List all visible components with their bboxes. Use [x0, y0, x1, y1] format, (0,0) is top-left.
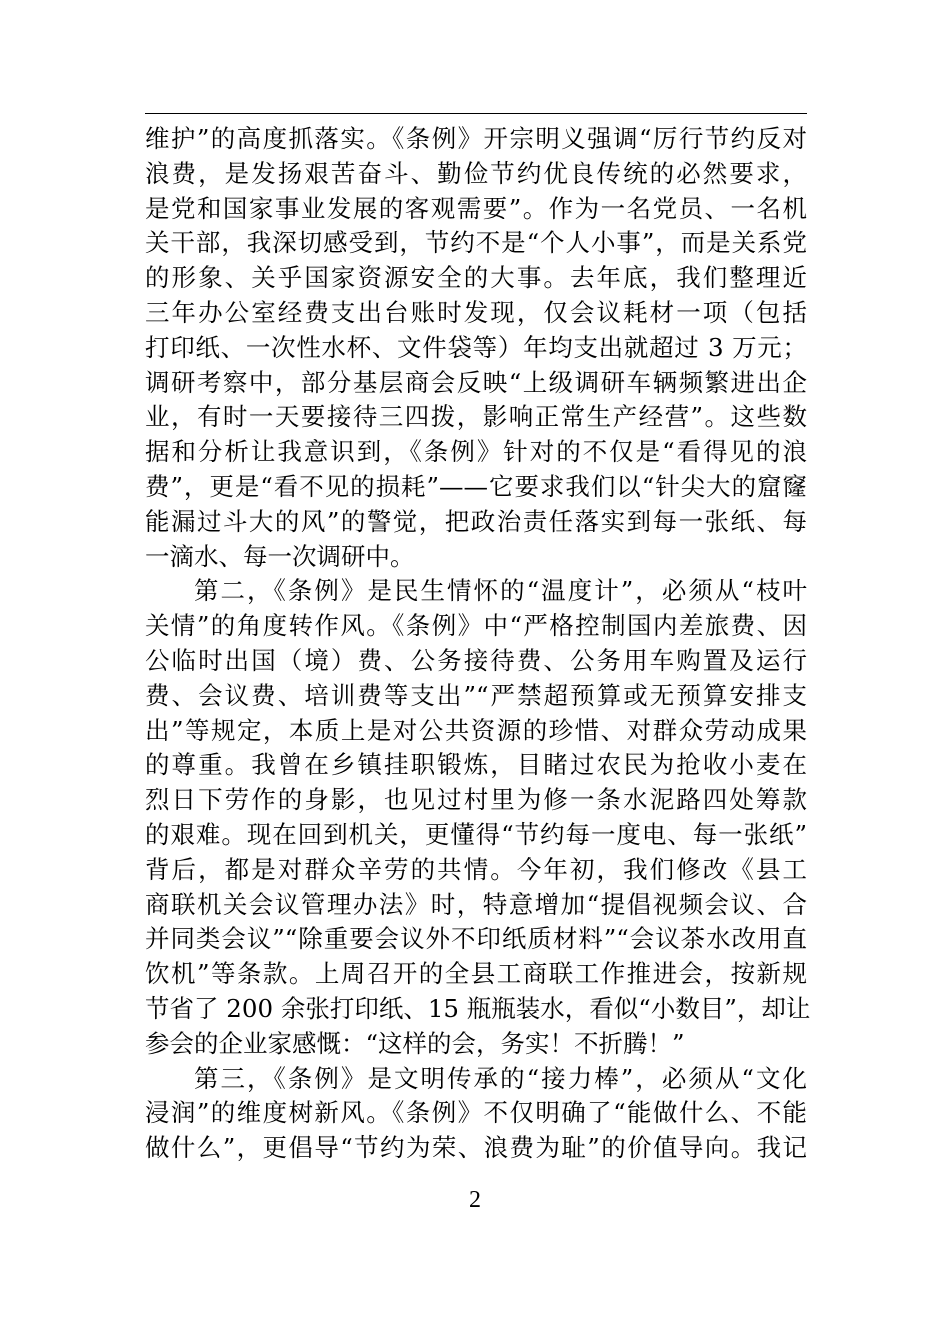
paragraph [145, 122, 807, 574]
text-line [145, 192, 807, 227]
text-line-content: 公临时出国（境）费、公务接待费、公务用车购置及运行 [145, 645, 807, 675]
text-line-content: 一滴水、每一次调研中。 [145, 541, 415, 571]
text-line [145, 818, 807, 853]
text-line [145, 1096, 807, 1131]
header-rule [145, 113, 807, 114]
text-line [145, 783, 807, 818]
text-line-content: 并同类会议”“除重要会议外不印纸质材料”“会议茶水改用直 [145, 924, 807, 954]
text-line [145, 400, 807, 435]
text-line-content: 打印纸、一次性水杯、文件袋等）年均支出就超过 3 万元； [145, 332, 807, 362]
text-line [145, 609, 807, 644]
paragraph [145, 1062, 807, 1166]
text-line [145, 540, 807, 575]
document-body [145, 122, 811, 1166]
text-line-content: 关情”的角度转作风。《条例》中“严格控制国内差旅费、因 [145, 611, 807, 641]
text-line-content: 业，有时一天要接待三四拨，影响正常生产经营”。这些数 [145, 402, 807, 432]
text-line [145, 157, 807, 192]
text-line-content: 饮机”等条款。上周召开的全县工商联工作推进会，按新规 [145, 959, 807, 989]
text-line [145, 470, 807, 505]
text-line-content: 据和分析让我意识到，《条例》针对的不仅是“看得见的浪 [145, 437, 807, 467]
text-line [145, 922, 807, 957]
text-line-content: 的艰难。现在回到机关，更懂得“节约每一度电、每一张纸” [145, 819, 807, 849]
text-line-content: 的尊重。我曾在乡镇挂职锻炼，目睹过农民为抢收小麦在 [145, 750, 807, 780]
text-line-content: 节省了 200 余张打印纸、15 瓶瓶装水，看似“小数目”，却让 [145, 993, 811, 1023]
text-line [145, 957, 807, 992]
text-line [145, 122, 807, 157]
text-line-content: 浸润”的维度树新风。《条例》不仅明确了“能做什么、不能 [145, 1098, 807, 1128]
text-line-content: 三年办公室经费支出台账时发现，仅会议耗材一项（包括 [145, 297, 807, 327]
text-line [145, 679, 807, 714]
text-line-content: 的形象、关乎国家资源安全的大事。去年底，我们整理近 [145, 263, 807, 293]
text-line-content: 能漏过斗大的风”的警觉，把政治责任落实到每一张纸、每 [145, 506, 807, 536]
text-line [145, 435, 807, 470]
text-line-content: 浪费，是发扬艰苦奋斗、勤俭节约优良传统的必然要求， [145, 158, 807, 188]
text-line [145, 261, 807, 296]
text-line [145, 574, 807, 609]
text-line-content: 费、会议费、培训费等支出”“严禁超预算或无预算安排支 [145, 680, 807, 710]
text-line-content: 烈日下劳作的身影，也见过村里为修一条水泥路四处筹款 [145, 785, 807, 815]
text-line [145, 331, 807, 366]
text-line [145, 853, 807, 888]
text-line [145, 1027, 807, 1062]
text-line-content: 费”，更是“看不见的损耗”——它要求我们以“针尖大的窟窿 [145, 471, 807, 501]
text-line-content: 第二，《条例》是民生情怀的“温度计”，必须从“枝叶 [194, 576, 807, 606]
text-line [145, 1062, 807, 1097]
text-line [145, 505, 807, 540]
text-line [145, 1131, 807, 1166]
text-line [145, 226, 807, 261]
text-line-content: 是党和国家事业发展的客观需要”。作为一名党员、一名机 [145, 193, 807, 223]
text-line [145, 888, 807, 923]
text-line [145, 644, 807, 679]
text-line-content: 背后，都是对群众辛劳的共情。今年初，我们修改《县工 [145, 854, 807, 884]
text-line-content: 商联机关会议管理办法》时，特意增加“提倡视频会议、合 [145, 889, 807, 919]
text-line-content: 参会的企业家感慨：“这样的会，务实！不折腾！” [145, 1028, 685, 1058]
text-line [145, 366, 807, 401]
paragraph [145, 574, 811, 1061]
text-line [145, 714, 807, 749]
page-number: 2 [469, 1187, 481, 1213]
text-line [145, 748, 807, 783]
text-line-content: 第三，《条例》是文明传承的“接力棒”，必须从“文化 [194, 1063, 807, 1093]
text-line-content: 维护”的高度抓落实。《条例》开宗明义强调“厉行节约反对 [145, 124, 807, 153]
text-line-content: 调研考察中，部分基层商会反映“上级调研车辆频繁进出企 [145, 367, 807, 397]
text-line-content: 做什么”，更倡导“节约为荣、浪费为耻”的价值导向。我记 [145, 1133, 807, 1163]
text-line [145, 296, 807, 331]
text-line-content: 关干部，我深切感受到，节约不是“个人小事”，而是关系党 [145, 228, 807, 258]
text-line [145, 992, 811, 1027]
text-line-content: 出”等规定，本质上是对公共资源的珍惜、对群众劳动成果 [145, 715, 807, 745]
